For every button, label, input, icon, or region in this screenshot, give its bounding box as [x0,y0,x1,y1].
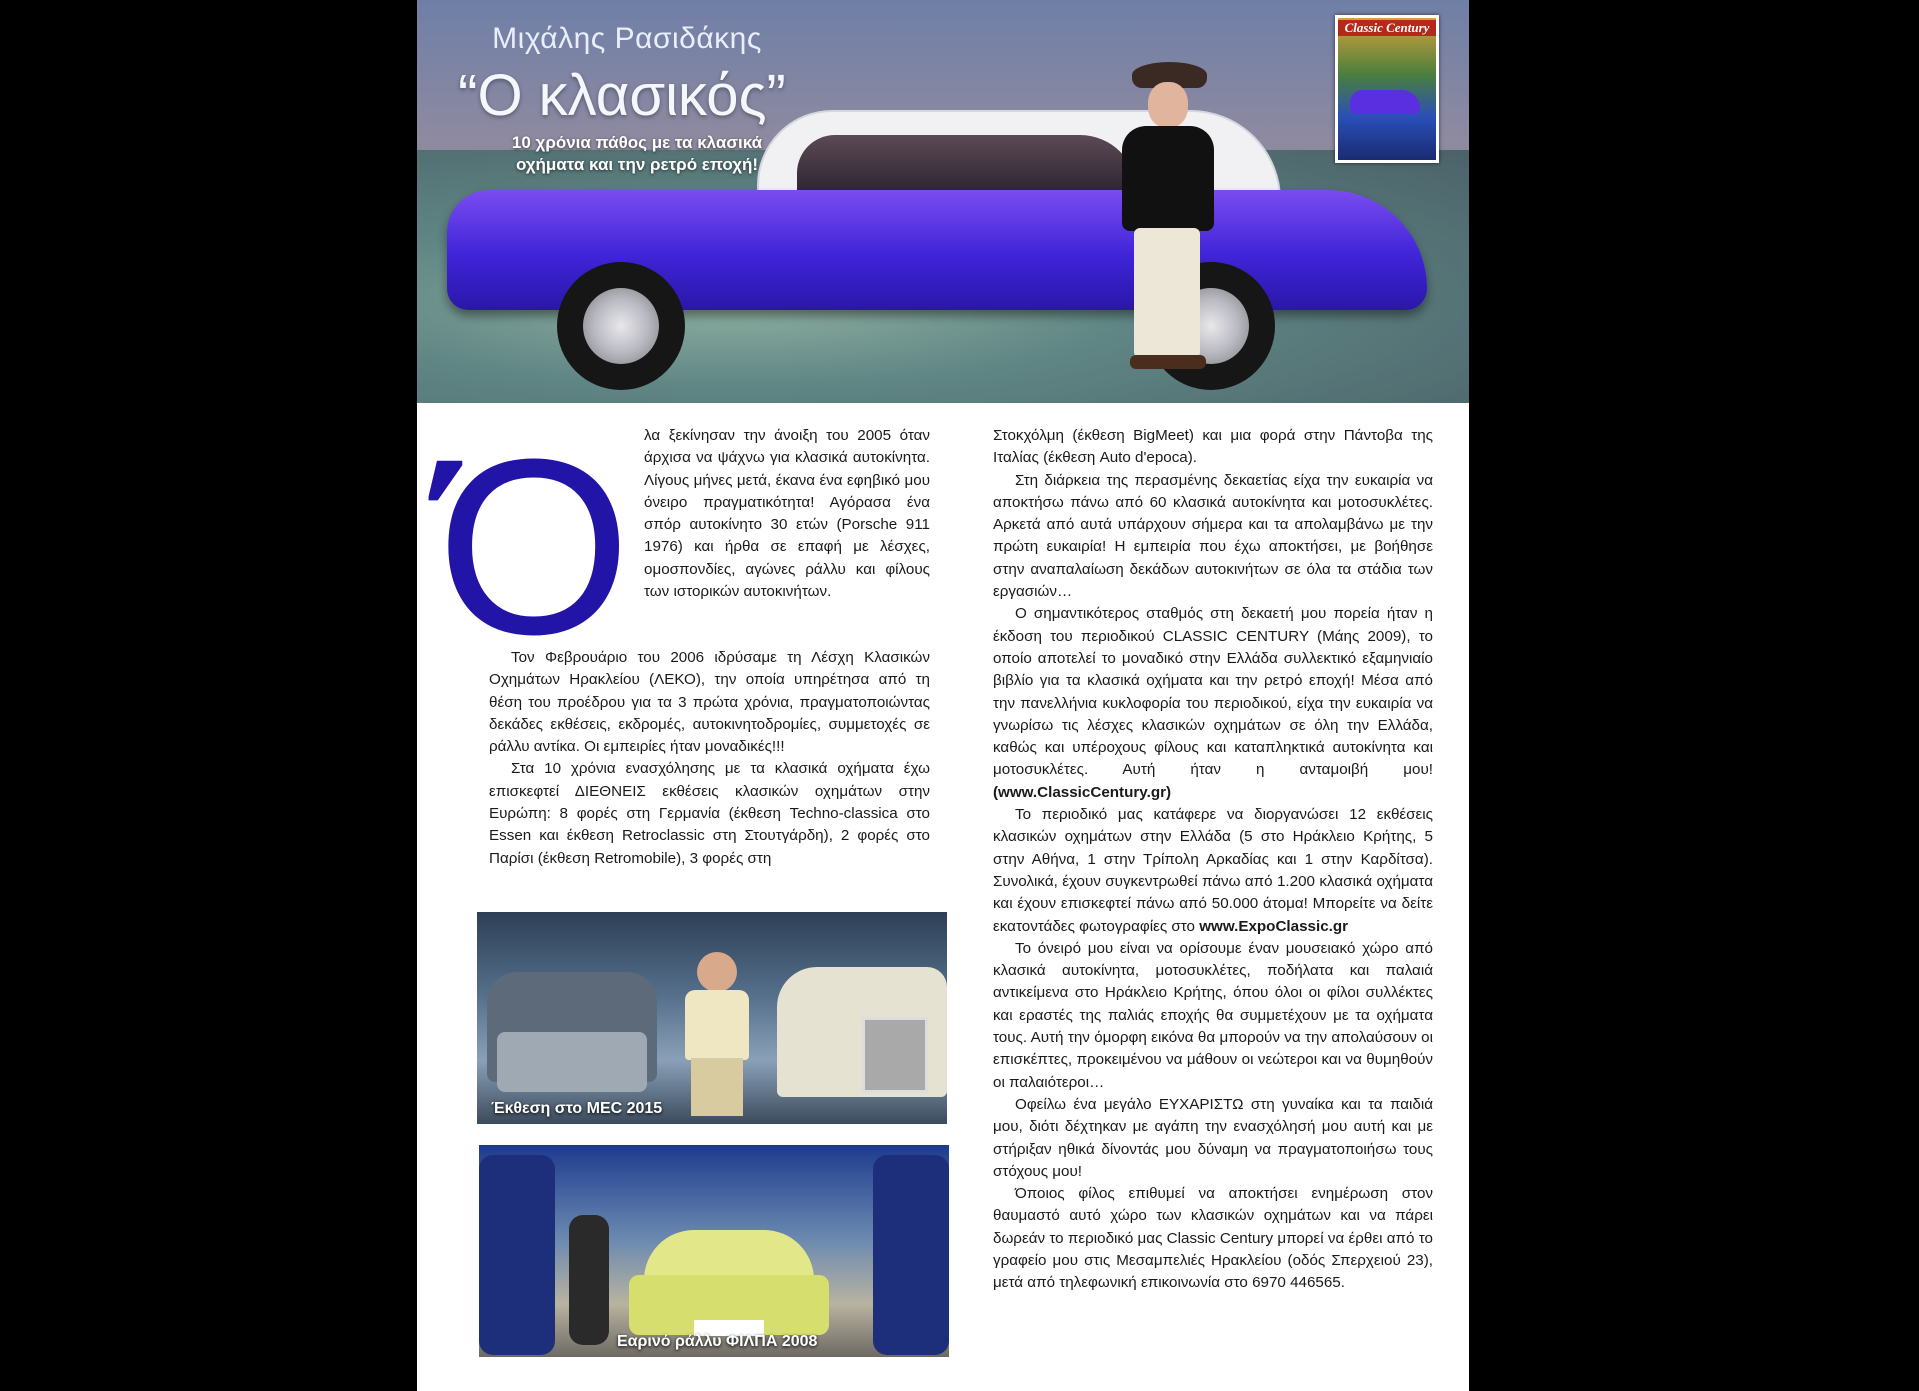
expoclassic-link[interactable]: www.ExpoClassic.gr [1199,917,1349,935]
paragraph [993,603,1433,804]
paragraph-text: Το περιοδικό μας κατάφερε να διοργανώσει 12 εκθέσεις κλασικών οχημάτων στην Ελλάδα (5 στο Ηράκλειο Κρήτης, 5 στην Αθήνα, 1 στην Τρίπολη Αρκαδίας και 1 στην Καρδίτσα). Συνολικά, έχουν συγκεντρωθεί πάνω από 1.200 κλασικά οχήματα και έχουν επισκεφτεί πάνω από 50.000 άτομα! Μπορείτε να δείτε εκατοντάδες φωτογραφίες στο [993,806,1433,935]
front-wheel [557,262,685,390]
paragraph: Στα 10 χρόνια ενασχόλησης με τα κλασικά οχήματα έχω επισκεφτεί ΔΙΕΘΝΕΙΣ εκθέσεις κλασικών οχημάτων στην Ευρώπη: 8 φορές στη Γερμανία (έκθεση Techno-classica στο Essen και έκθεση Retroclassic στη Στουτγάρδη), 2 φορές στο Παρίσι (έκθεση Retromobile), 3 φορές στη [489,760,930,867]
paragraph-text: Ο σημαντικότερος σταθμός στη δεκαετή μου πορεία ήταν η έκδοση του περιοδικού CLASSIC CENTURY (Μάης 2009), το οποίο αποτελεί το μοναδικό στην Ελλάδα συλλεκτικό εξαμηνιαίο βιβλίο για τα κλασικά οχήματα και την ρετρό εποχή! Μέσα από την πανελλήνια κυκλοφορία του περιοδικού, είχα την ευκαιρία να γνωρίσω τις λέσχες κλασικών οχημάτων σε όλη την Ελλάδα, καθώς και υπέροχους φίλους και καταπληκτικά αυτοκίνητα και μοτοσυκλέτες. Αυτή ήταν η ανταμοιβή μου! [993,605,1433,779]
paragraph: Τον Φεβρουάριο του 2006 ιδρύσαμε τη Λέσχη Κλασικών Οχημάτων Ηρακλείου (ΛΕΚΟ), την οποία υπηρέτησα από τη θέση του προέδρου για τα 3 πρώτα χρόνια, πραγματοποιώντας δεκάδες εκθέσεις, εκδρομές, αυτοκινητοδρομίες, συμμετοχές σε ράλλυ αντίκα. Οι εμπειρίες ήταν μοναδικές!!! [489,649,930,756]
magazine-page [417,0,1469,1391]
photo-filpa-rally-2008 [479,1145,949,1357]
classiccentury-link[interactable]: (www.ClassicCentury.gr) [993,783,1172,801]
man-with-hat [1112,62,1222,372]
left-column-intro [644,425,930,603]
car-window [797,135,1137,195]
drop-cap: Ό [437,407,631,686]
paragraph: Το όνειρό μου είναι να ορίσουμε έναν μουσειακό χώρο από κλασικά αυτοκίνητα, μοτοσυκλέτες, ποδήλατα και παλαιά αντικείμενα στο Ηράκλειο Κρήτης, όπου όλοι οι φίλοι συλλέκτες και εραστές της παλιάς εποχής θα συμμετέχουν με τα οχήματα τους. Αυτή την όμορφη εικόνα θα μπορούν να την απολαύσουν οι επισκέπτες, προκειμένου να μάθουν οι νεώτεροι και να θυμηθούν οι παλαιότεροι… [993,939,1433,1091]
paragraph: Οφείλω ένα μεγάλο ΕΥΧΑΡΙΣΤΩ στη γυναίκα και τα παιδιά μου, διότι δέχτηκαν με αγάπη την ενασχόλησή μου αυτή και με στήριξαν ηθικά δίνοντάς μου δύναμη να πραγματοποιήσω τους στόχους μου! [993,1095,1433,1180]
photo-caption: Έκθεση στο MEC 2015 [491,1100,663,1117]
article-subtitle: 10 χρόνια πάθος με τα κλασικά οχήματα και την ρετρό εποχή! [511,133,763,174]
magazine-cover-thumbnail [1335,15,1439,163]
paragraph: Όποιος φίλος επιθυμεί να αποκτήσει ενημέρωση στον θαυμαστό αυτό χώρο των κλασικών οχημάτων και να πάρει δωρεάν το περιοδικό μας Classic Century μπορεί να έρθει από το γραφείο μου στις Μεσαμπελιές Ηρακλείου (οδός Σπερχειού 23), μετά από τηλεφωνική επικοινωνία στο 6970 446565. [993,1185,1433,1292]
photo-mec-2015 [477,912,947,1124]
photo-caption: Εαρινό ράλλυ ΦΙΛΠΑ 2008 [617,1333,818,1350]
article-title: “Ο κλασικός” [458,63,786,128]
paragraph: λα ξεκίνησαν την άνοιξη του 2005 όταν άρχισα να ψάχνω για κλασικά αυτοκίνητα. Λίγους μήνες μετά, έκανα ένα εφηβικό μου όνειρο πραγματικότητα! Αγόρασα ένα σπόρ αυτοκίνητο 30 ετών (Porsche 911 1976) και ήρθα σε επαφή με λέσχες, ομοσπονδίες, αγώνες ράλλυ και φίλους των ιστορικών αυτοκινήτων. [644,427,930,601]
hero-image [417,0,1469,403]
author-name: Μιχάλης Ρασιδάκης [492,22,762,55]
right-column [993,425,1433,1295]
left-column [489,647,930,870]
paragraph [993,804,1433,938]
magazine-cover-title: Classic Century [1338,20,1436,36]
paragraph: Στοκχόλμη (έκθεση BigMeet) και μια φορά στην Πάντοβα της Ιταλίας (έκθεση Auto d'epoca). [993,427,1433,467]
paragraph: Στη διάρκεια της περασμένης δεκαετίας είχα την ευκαιρία να αποκτήσω πάνω από 60 κλασικά αυτοκίνητα και μοτοσυκλέτες. Αρκετά από αυτά υπάρχουν σήμερα και τα απολαμβάνω με την πρώτη ευκαιρία! Η εμπειρία που έχω αποκτήσει, με βοήθησε στην αναπαλαίωση δεκάδων αυτοκινήτων σε όλα τα στάδια των εργασιών… [993,471,1433,601]
